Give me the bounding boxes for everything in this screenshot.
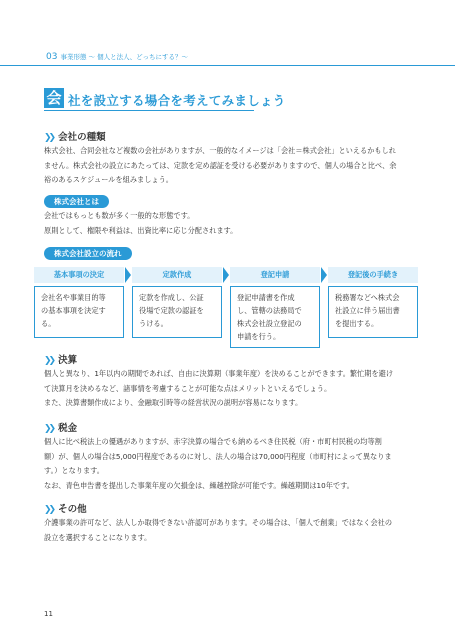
flow-label: 株式会社設立の流れ <box>44 247 132 260</box>
settlement-line: また、決算書類作成により、金融取引時等の経営状況の説明が容易になります。 <box>44 398 303 407</box>
kabushiki-label: 株式会社とは <box>44 195 109 208</box>
flow-arrow-icon <box>321 267 327 283</box>
flow-step <box>132 267 222 338</box>
flow-step-line: の基本事項を決定す <box>41 306 106 315</box>
section-title <box>44 88 416 112</box>
tax-line: 個人に比べ税法上の優遇がありますが、赤字決算の場合でも納めるべき住民税（府・市町村民税の均等割 <box>44 437 382 446</box>
tax-paragraph <box>44 435 416 493</box>
other-line: 設立を選択することになります。 <box>44 532 152 542</box>
flow-step-title: 基本事項の決定 <box>34 267 124 283</box>
flow-step <box>328 267 418 338</box>
title-text: 社を設立する場合を考えてみましょう <box>68 93 286 108</box>
tax-line: 額）が、個人の場合は5,000円程度であるのに対し、法人の場合は70,000円程度（市町村によって異なりま <box>44 451 392 461</box>
flow-step-line: 株式会社設立登記の <box>237 319 302 328</box>
tax-heading <box>44 420 77 434</box>
flow-step-line: 定款を作成し、公証 <box>139 293 204 302</box>
flow-step-title: 登記後の手続き <box>328 267 418 283</box>
kinds-line: ません。株式会社の設立にあたっては、定款を定め認証を受ける必要がありますので、個人の場合と比べ、余 <box>44 160 397 170</box>
flow-step <box>230 267 320 348</box>
flow-step-line: うける。 <box>139 319 168 328</box>
flow-step-line: 役場で定款の認証を <box>139 306 204 315</box>
flow-step-body <box>230 286 320 348</box>
title-underline <box>44 110 254 111</box>
kinds-line: 株式会社、合同会社など複数の会社がありますが、一般的なイメージは「会社＝株式会社」といえるかもしれ <box>44 146 396 155</box>
flow-step-body <box>132 286 222 338</box>
tax-line: なお、青色申告書を提出した事業年度の欠損金は、繰越控除が可能です。繰越期間は10年です。 <box>44 480 354 490</box>
other-line: 介護事業の許可など、法人しか取得できない許認可があります。その場合は、「個人で創業」ではなく会社の <box>44 518 393 527</box>
kinds-heading <box>44 129 106 143</box>
flow-step-line: し、管轄の法務局で <box>237 306 302 315</box>
flow-step-line: 税務署などへ株式会 <box>335 293 400 302</box>
kinds-paragraph <box>44 144 416 188</box>
page-number: 11 <box>44 610 53 618</box>
header-title <box>46 52 188 62</box>
tax-heading-text: 税金 <box>58 423 78 434</box>
other-heading-text: その他 <box>58 504 87 515</box>
kabushiki-line: 原則として、権限や利益は、出資比率に応じ分配されます。 <box>44 225 238 235</box>
settlement-heading <box>44 352 77 366</box>
flow-step-line: 社設立に伴う届出書 <box>335 306 400 315</box>
other-heading <box>44 501 87 515</box>
double-chevron-icon: ❯❯ <box>44 424 54 434</box>
header-text: 事業形態 〜 個人と法人、どっちにする？〜 <box>60 53 188 61</box>
kabushiki-paragraph <box>44 209 416 238</box>
settlement-paragraph <box>44 367 416 411</box>
establishment-flow <box>34 267 416 342</box>
flow-step-line: る。 <box>41 319 56 328</box>
flow-step-body <box>34 286 124 338</box>
double-chevron-icon: ❯❯ <box>44 133 54 143</box>
header-number: 03 <box>46 52 58 62</box>
double-chevron-icon: ❯❯ <box>44 356 54 366</box>
flow-step-title: 定款作成 <box>132 267 222 283</box>
flow-step-line: を提出する。 <box>335 319 379 328</box>
flow-step-line: 登記申請書を作成 <box>237 293 295 302</box>
header-rule <box>0 65 455 66</box>
flow-step-line: 申請を行う。 <box>237 332 281 341</box>
double-chevron-icon: ❯❯ <box>44 505 54 515</box>
flow-step <box>34 267 124 338</box>
kinds-line: 裕のあるスケジュールを組みましょう。 <box>44 175 173 184</box>
flow-step-title: 登記申請 <box>230 267 320 283</box>
settlement-line: 個人と異なり、1年以内の期間であれば、自由に決算期（事業年度）を決めることができます。繁忙期を避け <box>44 369 394 378</box>
title-badge: 会 <box>44 88 64 108</box>
flow-step-body <box>328 286 418 338</box>
flow-arrow-icon <box>223 267 229 283</box>
kabushiki-line: 会社ではもっとも数が多く一般的な形態です。 <box>44 211 195 220</box>
flow-step-line: 会社名や事業目的等 <box>41 293 106 302</box>
settlement-heading-text: 決算 <box>58 355 78 366</box>
settlement-line: て決算月を決めるなど、諸事情を考慮することが可能な点はメリットといえるでしょう。 <box>44 383 332 393</box>
other-paragraph <box>44 516 416 545</box>
flow-arrow-icon <box>125 267 131 283</box>
tax-line: す。）となります。 <box>44 466 104 475</box>
kinds-heading-text: 会社の種類 <box>58 132 106 143</box>
